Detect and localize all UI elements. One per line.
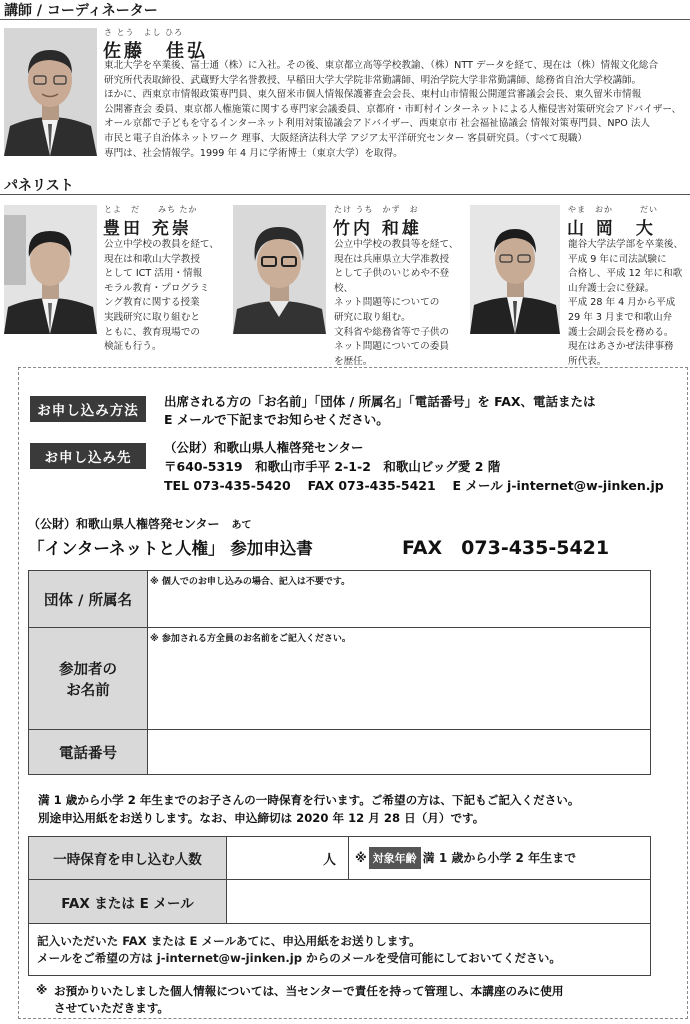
panelist-section-title: パネリスト (4, 178, 74, 194)
childcare-contact-label: FAX または E メール (29, 880, 227, 924)
target-age-note: ※ 対象年齢 満 1 歳から小学 2 年生まで (349, 837, 651, 880)
destination-contact: TEL 073-435-5420 FAX 073-435-5421 E メール j-internet@w-jinken.jp (164, 478, 664, 493)
phone-label: 電話番号 (29, 730, 148, 775)
privacy-mark: ※ (36, 983, 48, 997)
method-text-2: E メールで下記までお知らせください。 (164, 412, 389, 427)
childcare-notice: 満 1 歳から小学 2 年生までのお子さんの一時保育を行います。ご希望の方は、下記もご記入ください。 (38, 793, 580, 807)
destination-org: （公財）和歌山県人権啓発センター (164, 440, 364, 455)
childcare-notice-2: 別途申込用紙をお送りします。なお、申込締切は 2020 年 12 月 28 日（月）です。 (38, 811, 485, 825)
panelist-1-name: 豊田 充崇 (103, 219, 192, 239)
phone-field[interactable] (148, 730, 651, 775)
panelist-3-name: 山 岡 大 (567, 219, 656, 239)
coordinator-name: 佐藤 佳弘 (103, 41, 208, 62)
privacy-notice: お預かりいたしました個人情報については、当センターで責任を持って管理し、本講座のみに使用 (54, 984, 564, 998)
childcare-count-label: 一時保育を申し込む人数 (29, 837, 227, 880)
panelist-3-bio: 龍谷大学法学部を卒業後、 平成 9 年に司法試験に 合格し、平成 12 年に和歌 山弁護士会に登録。 平成 28 年 4 月から平成 29 年 3 月まで和歌山弁 護士会副会長を務める。 現在はあさかぜ法律事務 所代表。 (568, 239, 684, 367)
childcare-unit: 人 (322, 852, 336, 868)
panelist-photo-toyoda (4, 205, 97, 334)
coordinator-name-ruby: さ とう よし ひろ (104, 28, 184, 37)
panelist-3-ruby: やま おか だい (568, 205, 658, 214)
registration-table (28, 570, 651, 775)
childcare-count-field[interactable] (227, 837, 349, 880)
section-divider (0, 19, 690, 20)
org-name-label: 団体 / 所属名 (29, 571, 148, 628)
coordinator-photo (4, 28, 97, 156)
panelist-2-ruby: たけ うち かず お (334, 205, 419, 214)
form-title: 「インターネットと人権」 参加申込書 (28, 539, 313, 558)
destination-label: お申し込み先 (30, 443, 146, 469)
method-text: 出席される方の「お名前」「団体 / 所属名」「電話番号」を FAX、電話または (164, 394, 596, 409)
method-label: お申し込み方法 (30, 396, 146, 422)
panelist-photo-takeuchi (233, 205, 326, 334)
panelist-2-bio: 公立中学校の教員等を経て、 現在は兵庫県立大学准教授 として子供のいじめや不登校、 ネット問題等についての 研究に取り組む。 文科省や総務省等で子供の ネット問題についての委員 を歴任。 (334, 239, 459, 367)
panelist-1-bio: 公立中学校の教員を経て、 現在は和歌山大学教授 として ICT 活用・情報 モラル教育・プログラミ ング教育に関する授業 実践研究に取り組むと ともに、教育現場での 検証も行う。 (104, 239, 219, 353)
participant-name-label: 参加者の お名前 (29, 628, 148, 730)
coordinator-section-title: 講師 / コーディネーター (4, 3, 158, 19)
coordinator-bio: 東北大学を卒業後、富士通（株）に入社。その後、東京都立高等学校教諭、（株）NTT データを経て、現在は（株）情報文化総合 研究所代表取締役、武蔵野大学名誉教授、早稲田大学大学院非常勤講師、明治学院大学非常勤講師、総務省自治大学校講師。 ほかに、西東京市情報政策専門員、東久留米市個人情報保護審査会会長、東村山市情報公開運営審議会会長、東久留米市情報 公開審査会 委員、東京都人権施策に関する専門家会議委員、京都府・市町村インターネットによる人権侵害対策研究会アドバイザー、 オール京都で子どもを守るインターネット利用対策協議会アドバイザー、西東京市 社会福祉協議会 情報対策専門員、NPO 法人 市民と電子自治体ネットワーク 理事、大阪経済法科大学 アジア太平洋研究センター 客員研究員。（すべて現職） 専門は、社会情報学。1999 年 4 月に学術博士（東京大学）を取得。 (104, 60, 682, 159)
section-divider (0, 194, 690, 195)
panelist-1-ruby: とよ だ みち たか (104, 205, 198, 214)
childcare-table (28, 836, 651, 976)
panelist-2-name: 竹内 和雄 (333, 219, 422, 239)
participant-name-field[interactable]: ※ 参加される方全員のお名前をご記入ください。 (148, 628, 651, 730)
org-name-field[interactable]: ※ 個人でのお申し込みの場合、記入は不要です。 (148, 571, 651, 628)
panelist-photo-yamaoka (470, 205, 560, 334)
privacy-notice-2: させていただきます。 (54, 1001, 170, 1015)
childcare-footer: 記入いただいた FAX または E メールあてに、申込用紙をお送りします。 メールをご希望の方は j-internet@w-jinken.jp からのメールを受信可能にしておいてください。 (29, 924, 651, 976)
form-recipient: （公財）和歌山県人権啓発センター あて (28, 517, 252, 531)
form-fax-number: FAX 073-435-5421 (402, 537, 610, 559)
target-age-tag: 対象年齢 (369, 847, 421, 869)
destination-address: 〒640-5319 和歌山市手平 2-1-2 和歌山ビッグ愛 2 階 (164, 459, 501, 474)
childcare-contact-field[interactable] (227, 880, 651, 924)
